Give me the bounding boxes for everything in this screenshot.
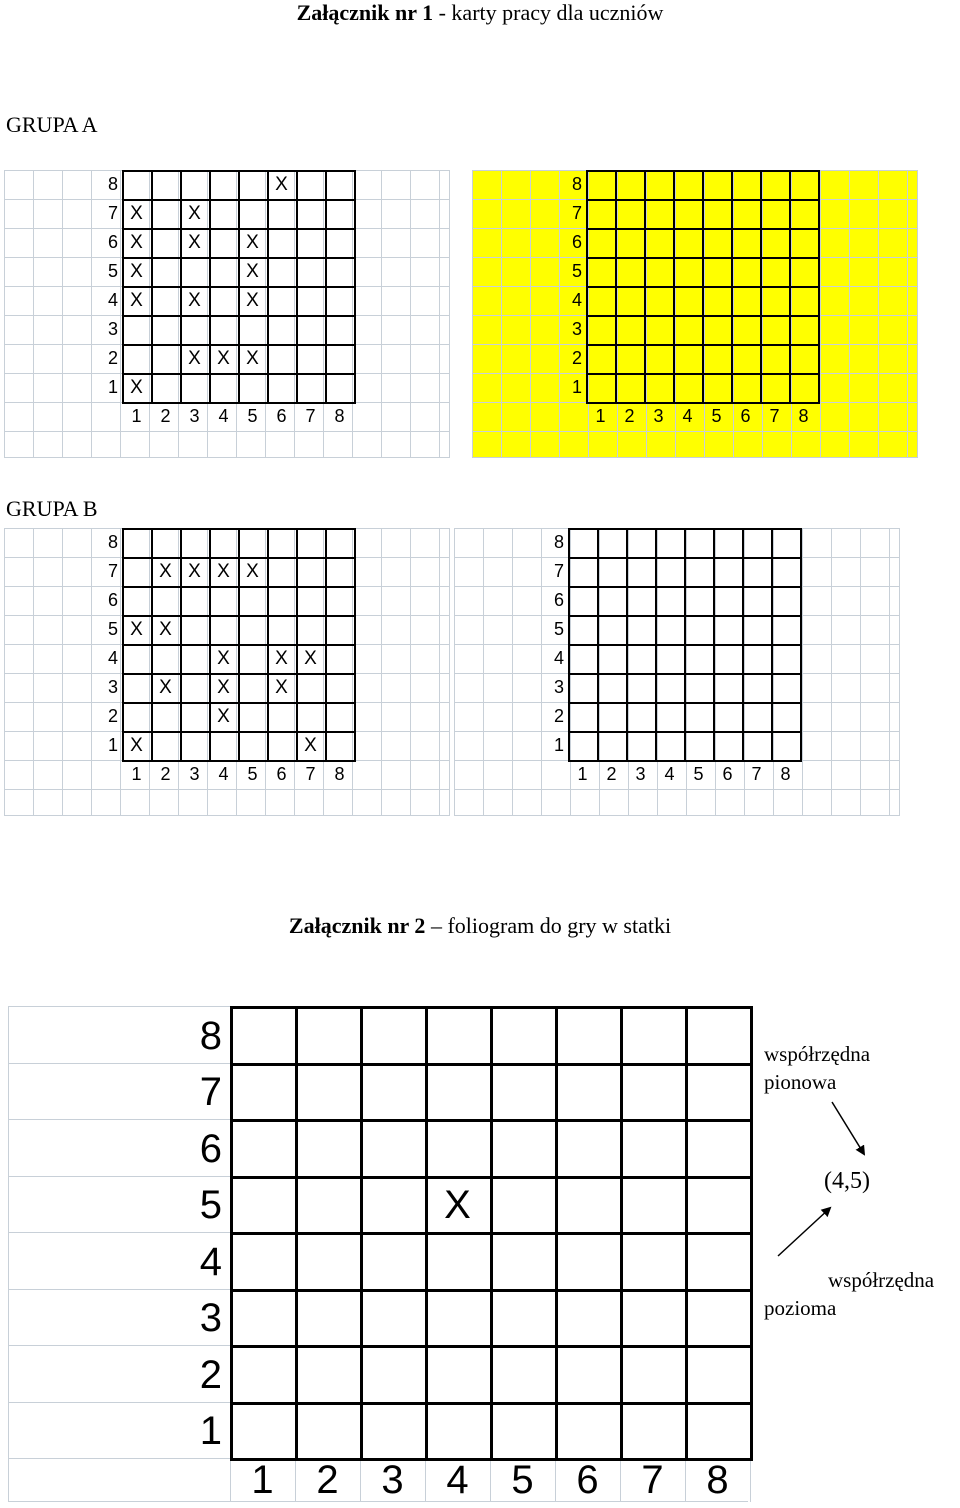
row-label: 6 — [571, 232, 582, 252]
arrow-horizontal-coordinate — [778, 1208, 830, 1256]
ship-mark: X — [130, 618, 143, 640]
ship-mark: X — [130, 734, 143, 756]
col-label: 3 — [189, 764, 200, 784]
row-label: 7 — [571, 203, 582, 223]
ship-mark: X — [275, 647, 288, 669]
ship-mark: X — [130, 289, 143, 311]
row-label: 8 — [553, 532, 564, 552]
row-label: 3 — [571, 319, 582, 339]
ship-mark: X — [246, 560, 259, 582]
row-label: 8 — [107, 532, 118, 552]
col-label: 6 — [276, 406, 287, 426]
ship-mark: X — [246, 260, 259, 282]
col-label: 5 — [247, 406, 258, 426]
arrow-vertical-coordinate — [832, 1102, 864, 1154]
ship-mark: X — [130, 260, 143, 282]
row-label: 4 — [107, 290, 118, 310]
ship-mark: X — [159, 560, 172, 582]
row-label: 3 — [107, 677, 118, 697]
col-label: 8 — [798, 406, 809, 426]
ship-mark: X — [188, 202, 201, 224]
ship-mark: X — [246, 231, 259, 253]
row-label: 7 — [107, 561, 118, 581]
ship-mark: X — [275, 676, 288, 698]
row-label: 1 — [107, 377, 118, 397]
ship-mark: X — [188, 347, 201, 369]
row-label: 7 — [107, 203, 118, 223]
col-label: 2 — [624, 406, 635, 426]
row-label: 6 — [107, 232, 118, 252]
row-label: 4 — [553, 648, 564, 668]
big-col-label: 4 — [446, 1457, 469, 1502]
ship-mark: X — [304, 734, 317, 756]
attachment-1-title-bold: Załącznik nr 1 — [296, 0, 434, 25]
col-label: 7 — [305, 764, 316, 784]
col-label: 5 — [711, 406, 722, 426]
col-label: 6 — [740, 406, 751, 426]
ship-mark: X — [217, 347, 230, 369]
row-label: 1 — [553, 735, 564, 755]
row-label: 2 — [107, 348, 118, 368]
row-label: 5 — [107, 261, 118, 281]
big-col-label: 5 — [511, 1457, 534, 1502]
col-label: 4 — [664, 764, 675, 784]
coordinate-example: (4,5) — [824, 1168, 870, 1194]
row-label: 1 — [571, 377, 582, 397]
ship-mark: X — [246, 289, 259, 311]
big-col-label: 3 — [381, 1457, 404, 1502]
ship-mark: X — [217, 676, 230, 698]
attachment-1-title-rest: - karty pracy dla uczniów — [433, 0, 664, 25]
horizontal-coordinate-line2: pozioma — [764, 1296, 837, 1320]
col-label: 7 — [305, 406, 316, 426]
attachment-2-title-bold: Załącznik nr 2 — [288, 913, 426, 938]
col-label: 2 — [606, 764, 617, 784]
ship-mark: X — [188, 231, 201, 253]
col-label: 8 — [334, 764, 345, 784]
row-label: 4 — [571, 290, 582, 310]
big-row-label: 8 — [199, 1013, 222, 1058]
col-label: 5 — [693, 764, 704, 784]
col-label: 3 — [653, 406, 664, 426]
row-label: 5 — [107, 619, 118, 639]
horizontal-coordinate-line1: współrzędna — [828, 1268, 935, 1292]
row-label: 4 — [107, 648, 118, 668]
ship-mark: X — [159, 676, 172, 698]
ship-mark-example: X — [444, 1183, 471, 1228]
row-label: 2 — [571, 348, 582, 368]
row-label: 6 — [107, 590, 118, 610]
big-row-label: 7 — [199, 1070, 222, 1115]
col-label: 4 — [218, 406, 229, 426]
row-label: 6 — [553, 590, 564, 610]
big-col-label: 8 — [706, 1457, 729, 1502]
big-col-label: 6 — [576, 1457, 599, 1502]
group-b-label: GRUPA B — [6, 496, 98, 521]
big-col-label: 2 — [316, 1457, 339, 1502]
col-label: 2 — [160, 406, 171, 426]
col-label: 8 — [334, 406, 345, 426]
col-label: 2 — [160, 764, 171, 784]
row-label: 3 — [107, 319, 118, 339]
col-label: 1 — [131, 764, 142, 784]
big-row-label: 2 — [199, 1352, 222, 1397]
col-label: 6 — [276, 764, 287, 784]
col-label: 4 — [218, 764, 229, 784]
big-col-label: 7 — [641, 1457, 664, 1502]
group-a-label: GRUPA A — [6, 112, 98, 137]
ship-mark: X — [246, 347, 259, 369]
vertical-coordinate-line1: współrzędna — [764, 1042, 871, 1066]
ship-mark: X — [188, 560, 201, 582]
row-label: 5 — [571, 261, 582, 281]
ship-mark: X — [304, 647, 317, 669]
col-label: 6 — [722, 764, 733, 784]
col-label: 1 — [577, 764, 588, 784]
row-label: 2 — [553, 706, 564, 726]
ship-mark: X — [130, 202, 143, 224]
col-label: 8 — [780, 764, 791, 784]
ship-mark: X — [188, 289, 201, 311]
col-label: 1 — [595, 406, 606, 426]
row-label: 5 — [553, 619, 564, 639]
ship-mark: X — [275, 173, 288, 195]
big-row-label: 5 — [199, 1183, 222, 1228]
col-label: 3 — [635, 764, 646, 784]
col-label: 7 — [751, 764, 762, 784]
big-row-label: 1 — [199, 1409, 222, 1454]
row-label: 1 — [107, 735, 118, 755]
ship-mark: X — [159, 618, 172, 640]
attachment-2-title-rest: – foliogram do gry w statki — [425, 913, 672, 938]
big-col-label: 1 — [251, 1457, 274, 1502]
row-label: 8 — [571, 174, 582, 194]
row-label: 3 — [553, 677, 564, 697]
col-label: 7 — [769, 406, 780, 426]
big-row-label: 6 — [199, 1126, 222, 1171]
ship-mark: X — [217, 647, 230, 669]
big-row-label: 4 — [199, 1239, 222, 1284]
big-row-label: 3 — [199, 1296, 222, 1341]
ship-mark: X — [130, 231, 143, 253]
col-label: 1 — [131, 406, 142, 426]
row-label: 8 — [107, 174, 118, 194]
row-label: 7 — [553, 561, 564, 581]
col-label: 3 — [189, 406, 200, 426]
ship-mark: X — [217, 705, 230, 727]
vertical-coordinate-line2: pionowa — [764, 1070, 837, 1094]
ship-mark: X — [130, 376, 143, 398]
row-label: 2 — [107, 706, 118, 726]
ship-mark: X — [217, 560, 230, 582]
col-label: 5 — [247, 764, 258, 784]
col-label: 4 — [682, 406, 693, 426]
